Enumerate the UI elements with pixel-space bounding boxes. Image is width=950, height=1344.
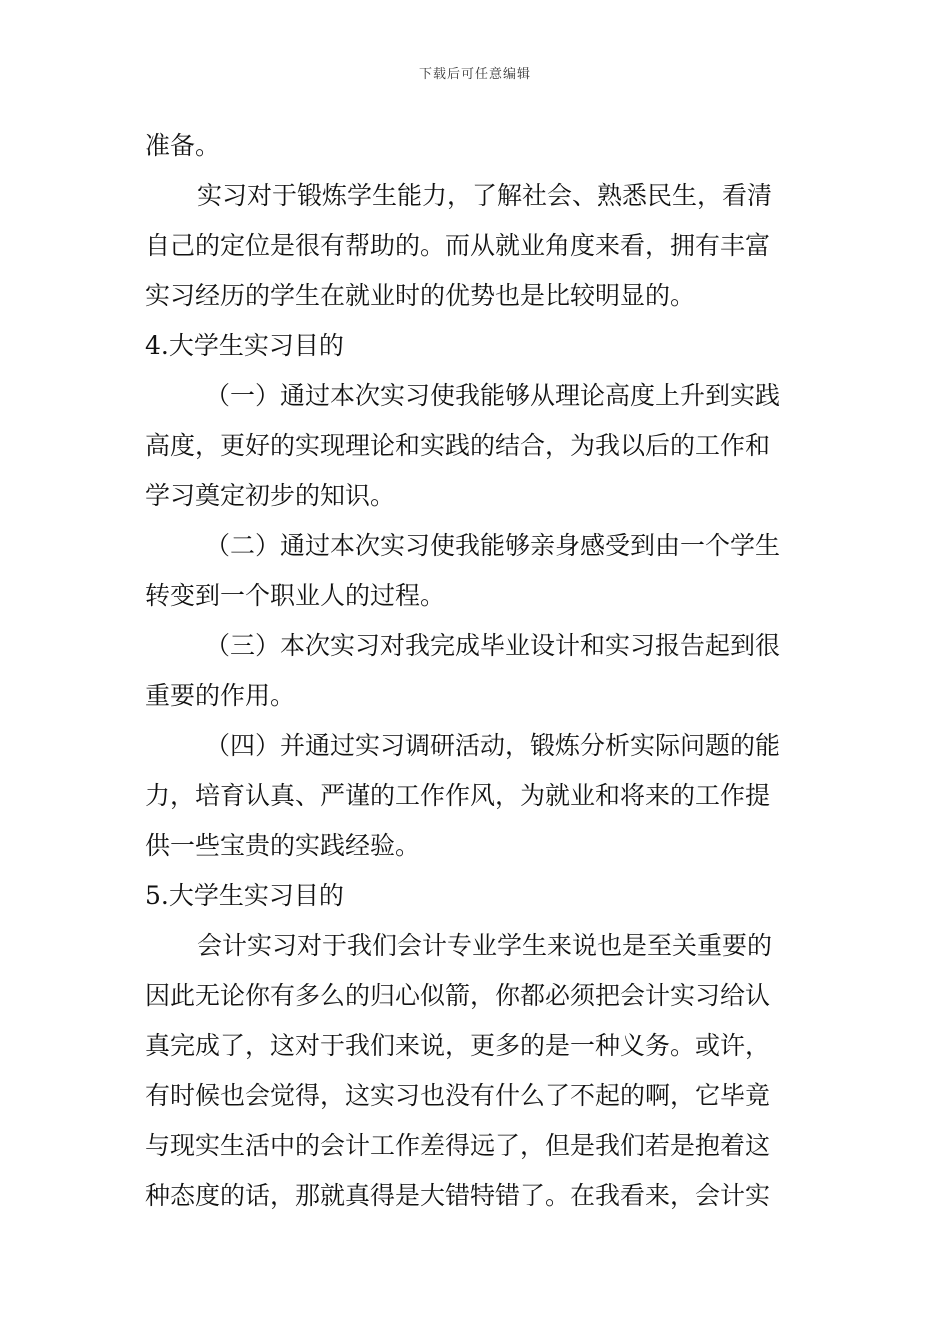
document-body <box>145 121 807 1221</box>
text-line: 因此无论你有多么的归心似箭，你都必须把会计实习给认 <box>145 981 771 1010</box>
paragraph-first-line: 会计实习对于我们会计专业学生来说也是至关重要的 <box>197 931 773 960</box>
text-line: 准备。 <box>145 131 221 160</box>
text-line: 自己的定位是很有帮助的。而从就业角度来看，拥有丰富 <box>145 231 771 260</box>
section-heading: 5.大学生实习目的 <box>145 881 344 910</box>
text-line: 供一些宝贵的实践经验。 <box>145 831 421 860</box>
text-line: 实习经历的学生在就业时的优势也是比较明显的。 <box>145 281 696 310</box>
list-item-first-line: （一）通过本次实习使我能够从理论高度上升到实践 <box>205 381 781 410</box>
text-line: 真完成了，这对于我们来说，更多的是一种义务。或许， <box>145 1031 771 1060</box>
list-item-first-line: （三）本次实习对我完成毕业设计和实习报告起到很 <box>205 631 781 660</box>
section-heading: 4.大学生实习目的 <box>145 331 344 360</box>
paragraph-first-line: 实习对于锻炼学生能力，了解社会、熟悉民生，看清 <box>197 181 773 210</box>
text-line: 转变到一个职业人的过程。 <box>145 581 446 610</box>
text-line: 高度，更好的实现理论和实践的结合，为我以后的工作和 <box>145 431 771 460</box>
text-line: 与现实生活中的会计工作差得远了，但是我们若是抱着这 <box>145 1131 771 1160</box>
list-item-first-line: （二）通过本次实习使我能够亲身感受到由一个学生 <box>205 531 781 560</box>
text-line: 学习奠定初步的知识。 <box>145 481 396 510</box>
page-header: 下载后可任意编辑 <box>418 67 531 82</box>
text-line: 力，培育认真、严谨的工作作风，为就业和将来的工作提 <box>145 781 771 810</box>
text-line: 有时候也会觉得，这实习也没有什么了不起的啊，它毕竟 <box>145 1081 771 1110</box>
text-line: 重要的作用。 <box>145 681 296 710</box>
text-line: 种态度的话，那就真得是大错特错了。在我看来，会计实 <box>145 1181 771 1210</box>
list-item-first-line: （四）并通过实习调研活动，锻炼分析实际问题的能 <box>205 731 781 760</box>
